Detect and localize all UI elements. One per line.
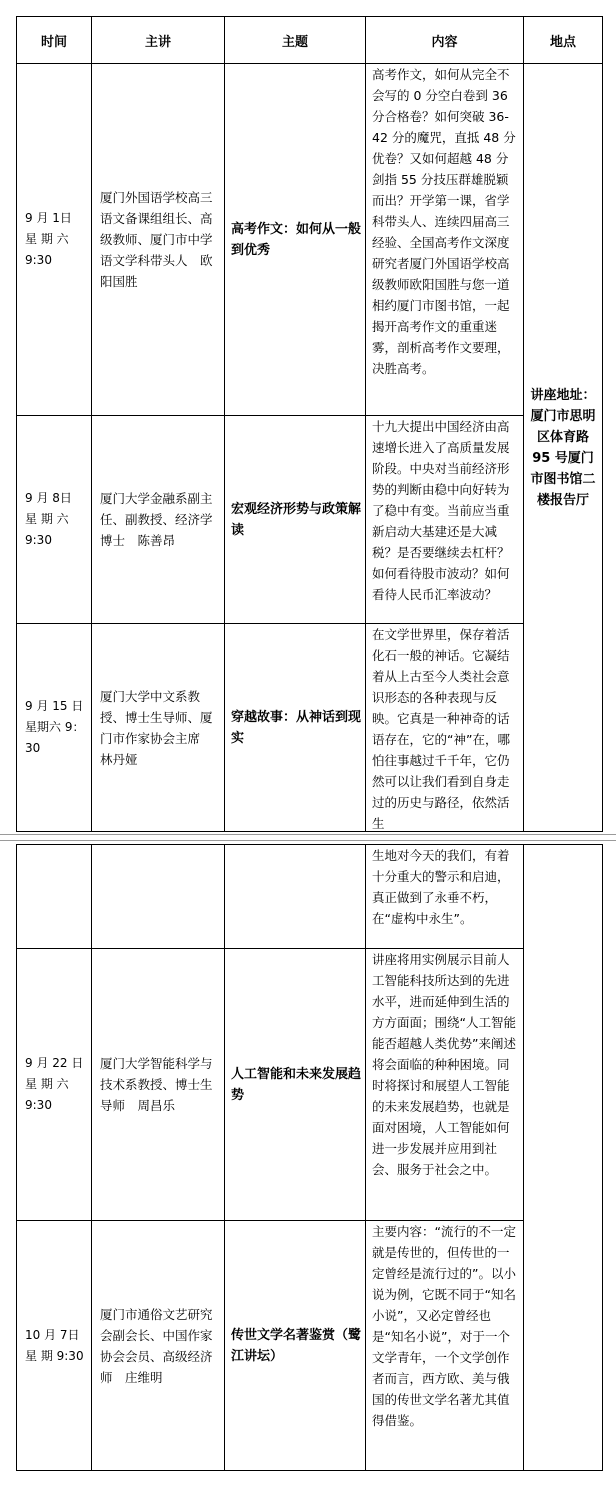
- page-break-line: [0, 840, 616, 841]
- header-venue: 地点: [524, 17, 603, 64]
- lecture-topic: 人工智能和未来发展趋势: [225, 949, 366, 1221]
- lecture-speaker: 厦门大学金融系副主任、副教授、经济学博士 陈善昂: [92, 416, 225, 624]
- empty-cell: [225, 845, 366, 949]
- lecture-content: 主要内容：“流行的不一定就是传世的，但传世的一定曾经是流行过的”。以小说为例，它既不同于“知名小说”，又必定曾经也是“知名小说”，对于一个文学青年，一个文学创作者而言，西方欧、美与俄国的传世文学名著尤其值得借鉴。: [366, 1221, 524, 1471]
- header-time: 时间: [17, 17, 92, 64]
- table-row: [17, 845, 603, 949]
- header-topic: 主题: [225, 17, 366, 64]
- lecture-speaker: 厦门市通俗文艺研究会副会长、中国作家协会会员、高级经济师 庄维明: [92, 1221, 225, 1471]
- lecture-time: 9 月 1日 星 期 六 9:30: [17, 64, 92, 416]
- lecture-topic: 传世文学名著鉴赏（鹭江讲坛）: [225, 1221, 366, 1471]
- empty-cell: [17, 845, 92, 949]
- lecture-time: 10 月 7日 星 期 9:30: [17, 1221, 92, 1471]
- lecture-time: 9 月 22 日 星 期 六 9:30: [17, 949, 92, 1221]
- lecture-content-text: 在文学世界里，保存着活化石一般的神话。它凝结着从上古至今人类社会意识形态的各种表现与反映。它真是一种神奇的话语存在，它的“神”在，哪怕往事越过千千年，它仍然可以让我们看到自身走过的历史与路径，依然活生: [372, 627, 510, 831]
- table-row: [17, 624, 603, 832]
- table-row: [17, 949, 603, 1221]
- table-row: [17, 416, 603, 624]
- table-row: [17, 64, 603, 416]
- lecture-speaker: 厦门大学智能科学与技术系教授、博士生导师 周昌乐: [92, 949, 225, 1221]
- lecture-topic: 高考作文：如何从一般到优秀: [225, 64, 366, 416]
- lecture-topic: 穿越故事：从神话到现实: [225, 624, 366, 832]
- venue-empty-cell: [524, 845, 603, 1471]
- lecture-content: 高考作文，如何从完全不会写的 0 分空白卷到 36 分合格卷？如何突破 36-42 分的魔咒，直抵 48 分优卷？又如何超越 48 分剑指 55 分技压群雄脱颖而出？开学第一课，省学科带头人、连续四届高三经验、全国高考作文深度研究者厦门外国语学校高级教师欧阳国胜与您一道相约厦门市图书馆，一起揭开高考作文的重重迷雾，剖析高考作文要理，决胜高考。: [366, 64, 524, 416]
- header-row: [17, 17, 603, 64]
- lecture-table-page-2: [16, 844, 603, 1471]
- venue-address: 讲座地址：厦门市思明区体育路 95 号厦门市图书馆二楼报告厅: [524, 64, 603, 832]
- lecture-content-continued: 生地对今天的我们，有着十分重大的警示和启迪，真正做到了永垂不朽，在“虚构中永生”。: [366, 845, 524, 949]
- lecture-table-page-1: [16, 16, 603, 832]
- header-speaker: 主讲: [92, 17, 225, 64]
- lecture-topic: 宏观经济形势与政策解读: [225, 416, 366, 624]
- page-break-line: [0, 834, 616, 835]
- lecture-speaker: 厦门大学中文系教授、博士生导师、厦门市作家协会主席 林丹娅: [92, 624, 225, 832]
- lecture-time: 9 月 15 日 星期六 9：30: [17, 624, 92, 832]
- header-content: 内容: [366, 17, 524, 64]
- empty-cell: [92, 845, 225, 949]
- lecture-content: [366, 624, 524, 832]
- table-row: [17, 1221, 603, 1471]
- lecture-content: 十九大提出中国经济由高速增长进入了高质量发展阶段。中央对当前经济形势的判断由稳中向好转为了稳中有变。当前应当重新启动大基建还是大减税？是否要继续去杠杆？如何看待股市波动？如何看待人民币汇率波动？: [366, 416, 524, 624]
- lecture-speaker: 厦门外国语学校高三语文备课组组长、高级教师、厦门市中学语文学科带头人 欧阳国胜: [92, 64, 225, 416]
- lecture-time: 9 月 8日 星 期 六 9:30: [17, 416, 92, 624]
- lecture-content: 讲座将用实例展示目前人工智能科技所达到的先进水平，进而延伸到生活的方方面面；围绕“人工智能能否超越人类优势”来阐述将会面临的种种困境。同时将探讨和展望人工智能的未来发展趋势，也就是面对困境，人工智能如何进一步发展并应用到社会、服务于社会之中。: [366, 949, 524, 1221]
